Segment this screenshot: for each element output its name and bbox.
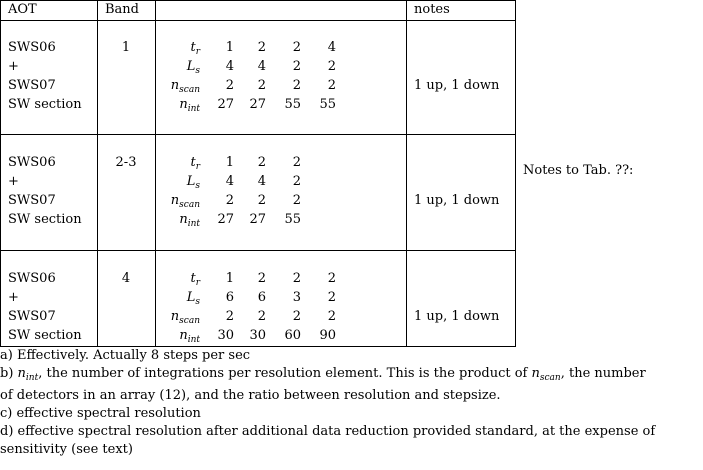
- param-value: 2: [257, 309, 266, 324]
- notes-value: 1 up, 1 down: [414, 78, 500, 93]
- param-label: $t_r$: [190, 155, 200, 172]
- aot-line: SWS06: [8, 155, 56, 170]
- rule-header: [0, 20, 516, 21]
- param-value: 2: [292, 193, 301, 208]
- param-value: 2: [257, 78, 266, 93]
- param-value: 27: [217, 212, 234, 227]
- notes-value: 1 up, 1 down: [414, 309, 500, 324]
- rule-left: [0, 0, 1, 347]
- notes-value: 1 up, 1 down: [414, 193, 500, 208]
- aot-line: SW section: [8, 97, 82, 112]
- param-value: 30: [249, 328, 266, 343]
- param-value: 2: [257, 155, 266, 170]
- param-label: $t_r$: [190, 271, 200, 288]
- param-label: $L_s$: [186, 174, 200, 191]
- param-label: $n_{scan}$: [170, 309, 200, 326]
- param-value: 3: [292, 290, 301, 305]
- param-value: 90: [319, 328, 336, 343]
- footnote-c: c) effective spectral resolution: [0, 406, 201, 421]
- param-value: 2: [292, 155, 301, 170]
- param-label: $t_r$: [190, 40, 200, 57]
- param-value: 4: [225, 59, 234, 74]
- param-value: 2: [225, 309, 234, 324]
- param-label: $L_s$: [186, 290, 200, 307]
- param-value: 2: [257, 193, 266, 208]
- aot-line: SW section: [8, 212, 82, 227]
- aot-line: SWS06: [8, 271, 56, 286]
- param-value: 27: [249, 212, 266, 227]
- table-caption: Notes to Tab. ??:: [523, 163, 634, 178]
- aot-line: SW section: [8, 328, 82, 343]
- header-aot: AOT: [8, 2, 37, 17]
- param-value: 2: [225, 193, 234, 208]
- param-label: $n_{int}$: [179, 212, 200, 229]
- rule-top: [0, 0, 516, 1]
- param-value: 4: [225, 174, 234, 189]
- param-value: 6: [257, 290, 266, 305]
- footnotes: [0, 347, 703, 459]
- param-value: 2: [327, 290, 336, 305]
- param-value: 60: [284, 328, 301, 343]
- param-value: 30: [217, 328, 234, 343]
- param-value: 2: [292, 271, 301, 286]
- footnote-b-continued: of detectors in an array (12), and the ratio between resolution and stepsize.: [0, 388, 501, 403]
- footnote-d-continued: sensitivity (see text): [0, 442, 133, 457]
- param-value: 4: [257, 174, 266, 189]
- aot-line: +: [8, 59, 19, 74]
- param-value: 55: [319, 97, 336, 112]
- param-value: 55: [284, 212, 301, 227]
- header-band: Band: [105, 2, 139, 17]
- param-value: 2: [257, 40, 266, 55]
- param-value: 2: [327, 271, 336, 286]
- footnote-d: d) effective spectral resolution after additional data reduction provided standard, at the expense of: [0, 424, 656, 439]
- band-value: 2-3: [115, 155, 137, 170]
- param-value: 1: [225, 155, 234, 170]
- param-value: 27: [217, 97, 234, 112]
- footnote-a: a) Effectively. Actually 8 steps per sec: [0, 348, 251, 363]
- aot-line: SWS07: [8, 78, 56, 93]
- rule-block-2: [0, 250, 516, 251]
- param-value: 1: [225, 271, 234, 286]
- band-value: 1: [121, 40, 131, 55]
- rule-right: [515, 0, 516, 347]
- param-value: 2: [292, 309, 301, 324]
- param-value: 2: [257, 271, 266, 286]
- aot-line: SWS06: [8, 40, 56, 55]
- param-value: 2: [327, 59, 336, 74]
- param-value: 2: [327, 78, 336, 93]
- param-value: 27: [249, 97, 266, 112]
- param-value: 2: [292, 59, 301, 74]
- param-value: 4: [327, 40, 336, 55]
- param-value: 1: [225, 40, 234, 55]
- param-value: 2: [292, 174, 301, 189]
- param-value: 2: [327, 309, 336, 324]
- aot-line: +: [8, 290, 19, 305]
- param-value: 4: [257, 59, 266, 74]
- param-label: $L_s$: [186, 59, 200, 76]
- param-label: $n_{scan}$: [170, 78, 200, 95]
- aot-line: SWS07: [8, 309, 56, 324]
- rule-block-1: [0, 134, 516, 135]
- param-label: $n_{int}$: [179, 328, 200, 345]
- footnote-b: b) $n_{int}$, the number of integrations per resolution element. This is the product of $n_{scan}$, the number: [0, 366, 646, 383]
- rule-col-values: [406, 0, 407, 347]
- param-label: $n_{int}$: [179, 97, 200, 114]
- band-value: 4: [121, 271, 131, 286]
- param-label: $n_{scan}$: [170, 193, 200, 210]
- aot-line: SWS07: [8, 193, 56, 208]
- param-value: 2: [292, 40, 301, 55]
- aot-line: +: [8, 174, 19, 189]
- param-value: 55: [284, 97, 301, 112]
- param-value: 6: [225, 290, 234, 305]
- header-notes: notes: [414, 2, 450, 17]
- param-value: 2: [225, 78, 234, 93]
- param-value: 2: [292, 78, 301, 93]
